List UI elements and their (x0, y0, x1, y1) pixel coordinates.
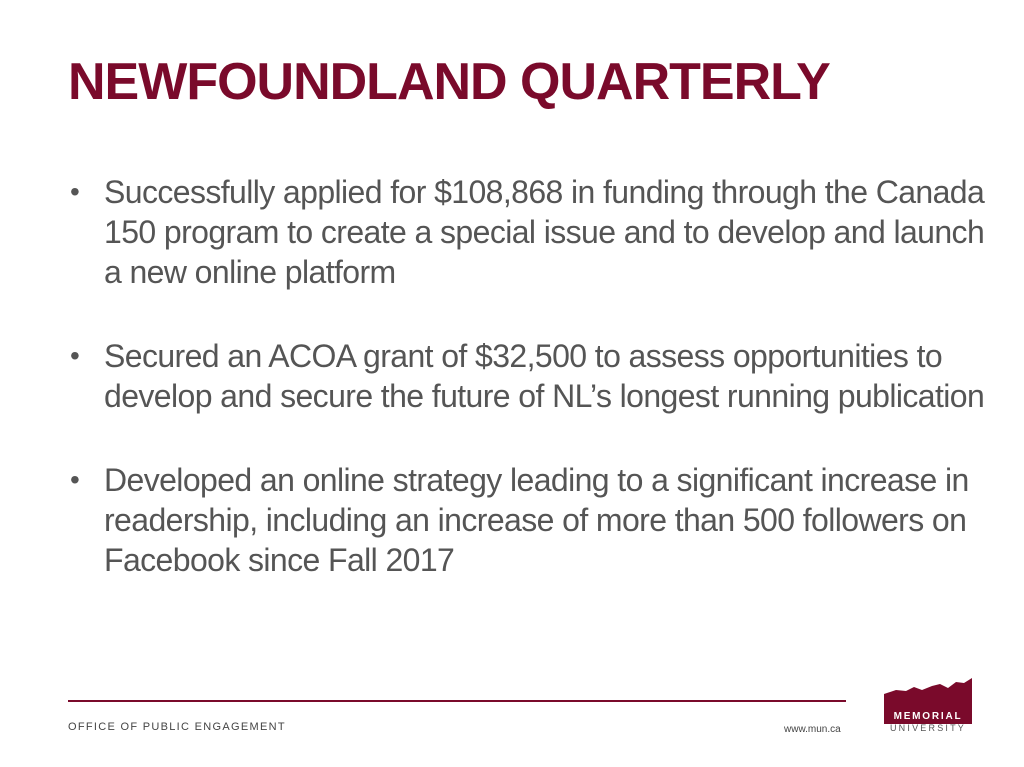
bullet-text: Secured an ACOA grant of $32,500 to assess opportunities to develop and secure the future of NL’s longest running publication (104, 338, 985, 414)
bullet-marker: • (70, 176, 80, 207)
logo-word-memorial: MEMORIAL (893, 711, 963, 722)
bullet-marker: • (70, 340, 80, 371)
logo-word-university: UNIVERSITY (889, 723, 966, 733)
footer-url: www.mun.ca (784, 724, 841, 735)
bullet-item-acoa-grant (68, 336, 988, 416)
bullet-text: Developed an online strategy leading to a significant increase in readership, including an increase of more than 500 followers on Facebook since Fall 2017 (104, 462, 969, 578)
memorial-university-logo (882, 678, 974, 736)
bullet-list (68, 172, 988, 624)
bullet-text: Successfully applied for $108,868 in funding through the Canada 150 program to create a special issue and to develop and launch a new online platform (104, 174, 985, 290)
bullet-item-funding (68, 172, 988, 292)
bullet-marker: • (70, 464, 80, 495)
footer-divider (68, 700, 846, 702)
slide-title: NEWFOUNDLAND QUARTERLY (68, 53, 830, 111)
footer-office-name: OFFICE OF PUBLIC ENGAGEMENT (68, 721, 286, 733)
bullet-item-online-strategy (68, 460, 988, 580)
